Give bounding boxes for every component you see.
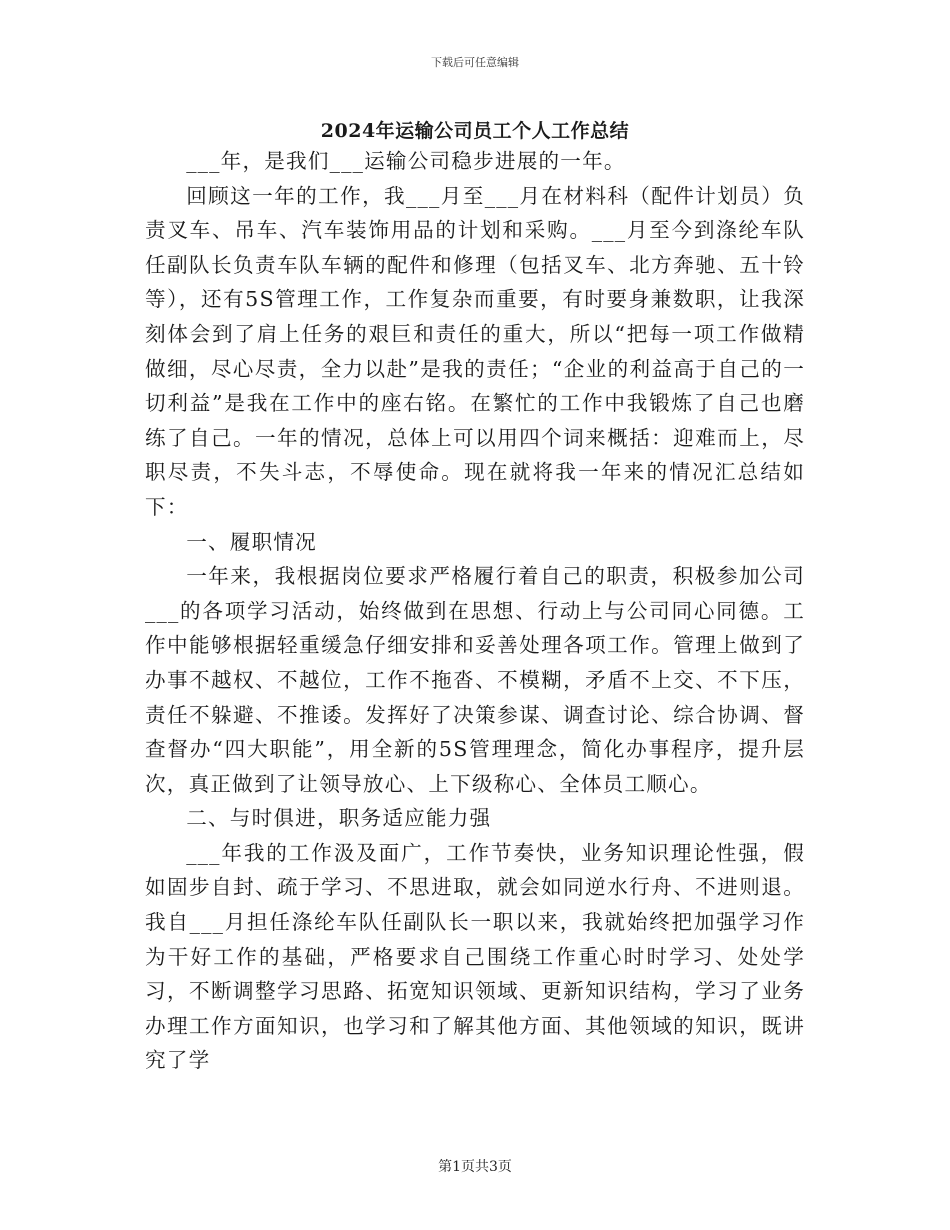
page-header-note: 下载后可任意编辑 — [431, 56, 519, 69]
section-heading-2: 二、与时俱进，职务适应能力强 — [186, 806, 492, 831]
document-title: 2024年运输公司员工个人工作总结 — [320, 120, 630, 142]
paragraph-review: 回顾这一年的工作，我___月至___月在材料科（配件计划员）负责叉车、吊车、汽车装饰用品的计划和采购。___月至今到涤纶车队任副队长负责车队车辆的配件和修理（包括叉车、北方奔驰、五十铃等），还有5S管理工作，工作复杂而重要，有时要身兼数职，让我深刻体会到了肩上任务的艰巨和责任的重大，所以“把每一项工作做精做细，尽心尽责，全力以赴”是我的责任；“企业的利益高于自己的一切利益”是我在工作中的座右铭。在繁忙的工作中我锻炼了自己也磨练了自己。一年的情况，总体上可以用四个词来概括：迎难而上，尽职尽责，不失斗志，不辱使命。现在就将我一年来的情况汇总结如下： — [145, 183, 805, 519]
paragraph-intro: ___年，是我们___运输公司稳步进展的一年。 — [186, 149, 626, 173]
section-heading-1: 一、履职情况 — [186, 529, 317, 554]
paragraph-duties: 一年来，我根据岗位要求严格履行着自己的职责，积极参加公司___的各项学习活动，始终做到在思想、行动上与公司同心同德。工作中能够根据轻重缓急仔细安排和妥善处理各项工作。管理上做到了办事不越权、不越位，工作不拖沓、不模糊，矛盾不上交、不下压，责任不躲避、不推诿。发挥好了决策参谋、调查讨论、综合协调、督查督办“四大职能”，用全新的5S管理理念，简化办事程序，提升层次，真正做到了让领导放心、上下级称心、全体员工顺心。 — [145, 564, 805, 796]
paragraph-learning: ___年我的工作汲及面广，工作节奏快，业务知识理论性强，假如固步自封、疏于学习、不思进取，就会如同逆水行舟、不进则退。我自___月担任涤纶车队任副队长一职以来，我就始终把加强学习作为干好工作的基础，严格要求自己围绕工作重心时时学习、处处学习，不断调整学习思路、拓宽知识领域、更新知识结构，学习了业务办理工作方面知识，也学习和了解其他方面、其他领域的知识，既讲究了学 — [145, 840, 805, 1073]
page-number: 第1页共3页 — [438, 1159, 512, 1175]
document-body — [145, 144, 805, 1078]
